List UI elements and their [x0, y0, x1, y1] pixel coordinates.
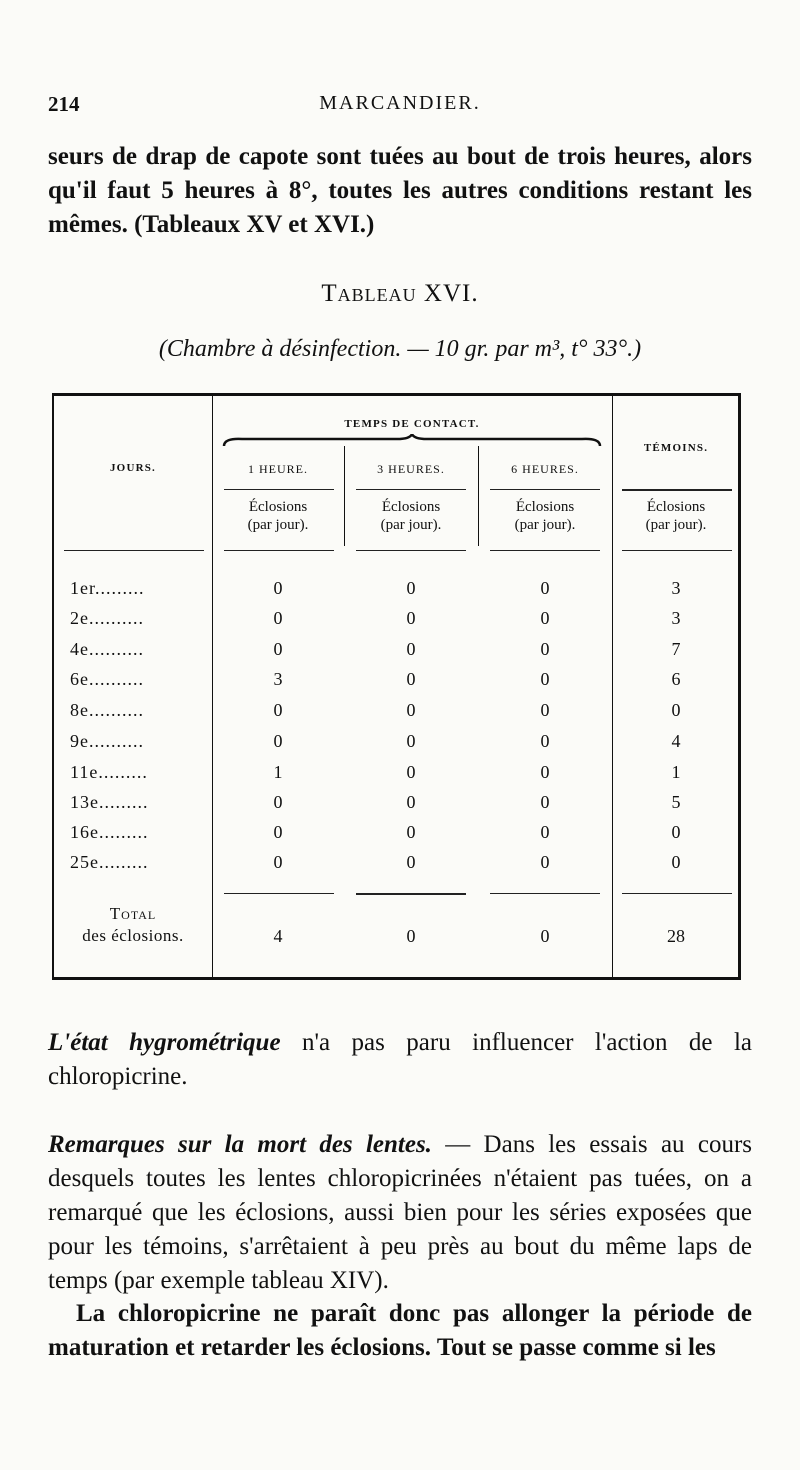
- cell-3h: 0: [406, 731, 416, 751]
- cell-1h: 3: [273, 669, 283, 689]
- cell-temoins: 3: [671, 578, 681, 598]
- cell-temoins: 1: [671, 762, 681, 782]
- rule: [622, 550, 732, 551]
- total-3h: 0: [406, 926, 416, 946]
- cell-temoins: 5: [671, 792, 681, 812]
- cell-1h: 0: [273, 578, 283, 598]
- row-label: 11e.........: [70, 762, 148, 782]
- rule: [356, 489, 466, 490]
- cell-temoins: 7: [671, 639, 681, 659]
- total-6h: 0: [540, 926, 550, 946]
- header-3-heures: 3 HEURES.: [377, 462, 445, 476]
- total-temoins: 28: [667, 926, 685, 946]
- row-label: 9e..........: [70, 731, 144, 751]
- cell-temoins: 0: [671, 852, 681, 872]
- cell-3h: 0: [406, 608, 416, 628]
- cell-3h: 0: [406, 639, 416, 659]
- cell-3h: 0: [406, 669, 416, 689]
- cell-1h: 0: [273, 852, 283, 872]
- cell-6h: 0: [540, 578, 550, 598]
- row-label: 25e.........: [70, 852, 149, 872]
- eclosions-label-6h: Éclosions (par jour).: [514, 499, 576, 533]
- cell-1h: 0: [273, 700, 283, 720]
- paragraph-last: La chloropicrine ne paraît donc pas allonger la période de maturation et retarder les éclosions. Tout se passe comme si les: [48, 1300, 752, 1361]
- cell-6h: 0: [540, 792, 550, 812]
- cell-6h: 0: [540, 669, 550, 689]
- rule: [490, 489, 600, 490]
- header-1-heure: 1 HEURE.: [248, 462, 308, 476]
- cell-6h: 0: [540, 762, 550, 782]
- row-label: 6e..........: [70, 669, 144, 689]
- data-table: [52, 393, 741, 980]
- cell-1h: 1: [273, 762, 283, 782]
- running-title: MARCANDIER.: [319, 92, 481, 114]
- rule: [490, 893, 600, 894]
- cell-temoins: 0: [671, 822, 681, 842]
- cell-3h: 0: [406, 792, 416, 812]
- cell-1h: 0: [273, 608, 283, 628]
- rule: [224, 893, 334, 894]
- rule: [490, 550, 600, 551]
- rule: [622, 489, 732, 491]
- cell-6h: 0: [540, 822, 550, 842]
- cell-temoins: 3: [671, 608, 681, 628]
- cell-1h: 0: [273, 822, 283, 842]
- table-caption: (Chambre à désinfection. — 10 gr. par m³, t° 33°.): [158, 336, 642, 362]
- paragraph-top: seurs de drap de capote sont tuées au bout de trois heures, alors qu'il faut 5 heures à 8°, toutes les autres conditions restant les mêmes. (Tableaux XV et XVI.): [48, 143, 752, 238]
- cell-3h: 0: [406, 852, 416, 872]
- cell-3h: 0: [406, 822, 416, 842]
- cell-3h: 0: [406, 700, 416, 720]
- cell-6h: 0: [540, 608, 550, 628]
- brace-icon: [222, 434, 602, 448]
- cell-6h: 0: [540, 852, 550, 872]
- cell-3h: 0: [406, 762, 416, 782]
- total-label: Total: [109, 904, 157, 923]
- cell-1h: 0: [273, 639, 283, 659]
- emphasis: Remarques sur la mort des lentes.: [48, 1131, 432, 1158]
- header-temoins: TÉMOINS.: [643, 442, 709, 454]
- row-label: 2e..........: [70, 608, 144, 628]
- total-sublabel: des éclosions.: [82, 926, 184, 945]
- cell-3h: 0: [406, 578, 416, 598]
- header-6-heures: 6 HEURES.: [511, 462, 579, 476]
- eclosions-label-temoins: Éclosions (par jour).: [645, 499, 707, 533]
- header-jours: JOURS.: [109, 462, 156, 474]
- cell-temoins: 0: [671, 700, 681, 720]
- column-divider: [212, 396, 213, 977]
- paragraph-text: — Dans les essais au cours desquels toutes les lentes chloropicrinées n'étaient pas tuées, on a remarqué que les éclosions, aussi bien pour les séries exposées que pour les témoins, s'arrêtaient à peu près au bout du même laps de temps (par exemple tableau XIV).: [48, 1131, 752, 1294]
- cell-6h: 0: [540, 731, 550, 751]
- rule: [64, 550, 204, 551]
- rule: [224, 550, 334, 551]
- paragraph-hygro: [48, 1026, 752, 1094]
- rule: [224, 489, 334, 490]
- header-temps-contact: TEMPS DE CONTACT.: [344, 418, 480, 430]
- emphasis: L'état hygrométrique: [48, 1029, 281, 1056]
- cell-6h: 0: [540, 700, 550, 720]
- rule: [356, 550, 466, 551]
- paragraph-text: n'a pas paru influencer l'action de la chloropicrine.: [48, 1029, 752, 1090]
- row-label: 1er.........: [70, 578, 145, 598]
- row-label: 8e..........: [70, 700, 144, 720]
- rule: [356, 893, 466, 895]
- row-label: 4e..........: [70, 639, 144, 659]
- page-number: 214: [48, 92, 80, 116]
- total-1h: 4: [273, 926, 283, 946]
- running-head: [48, 92, 752, 122]
- eclosions-label-1h: Éclosions (par jour).: [247, 499, 309, 533]
- cell-6h: 0: [540, 639, 550, 659]
- cell-temoins: 6: [671, 669, 681, 689]
- rule: [622, 893, 732, 894]
- eclosions-label-3h: Éclosions (par jour).: [380, 499, 442, 533]
- cell-1h: 0: [273, 792, 283, 812]
- cell-1h: 0: [273, 731, 283, 751]
- row-label: 13e.........: [70, 792, 149, 812]
- cell-temoins: 4: [671, 731, 681, 751]
- row-label: 16e.........: [70, 822, 149, 842]
- column-divider: [612, 396, 613, 977]
- table-title: Tableau XVI.: [321, 280, 479, 307]
- paragraph-remarques: [48, 1128, 752, 1298]
